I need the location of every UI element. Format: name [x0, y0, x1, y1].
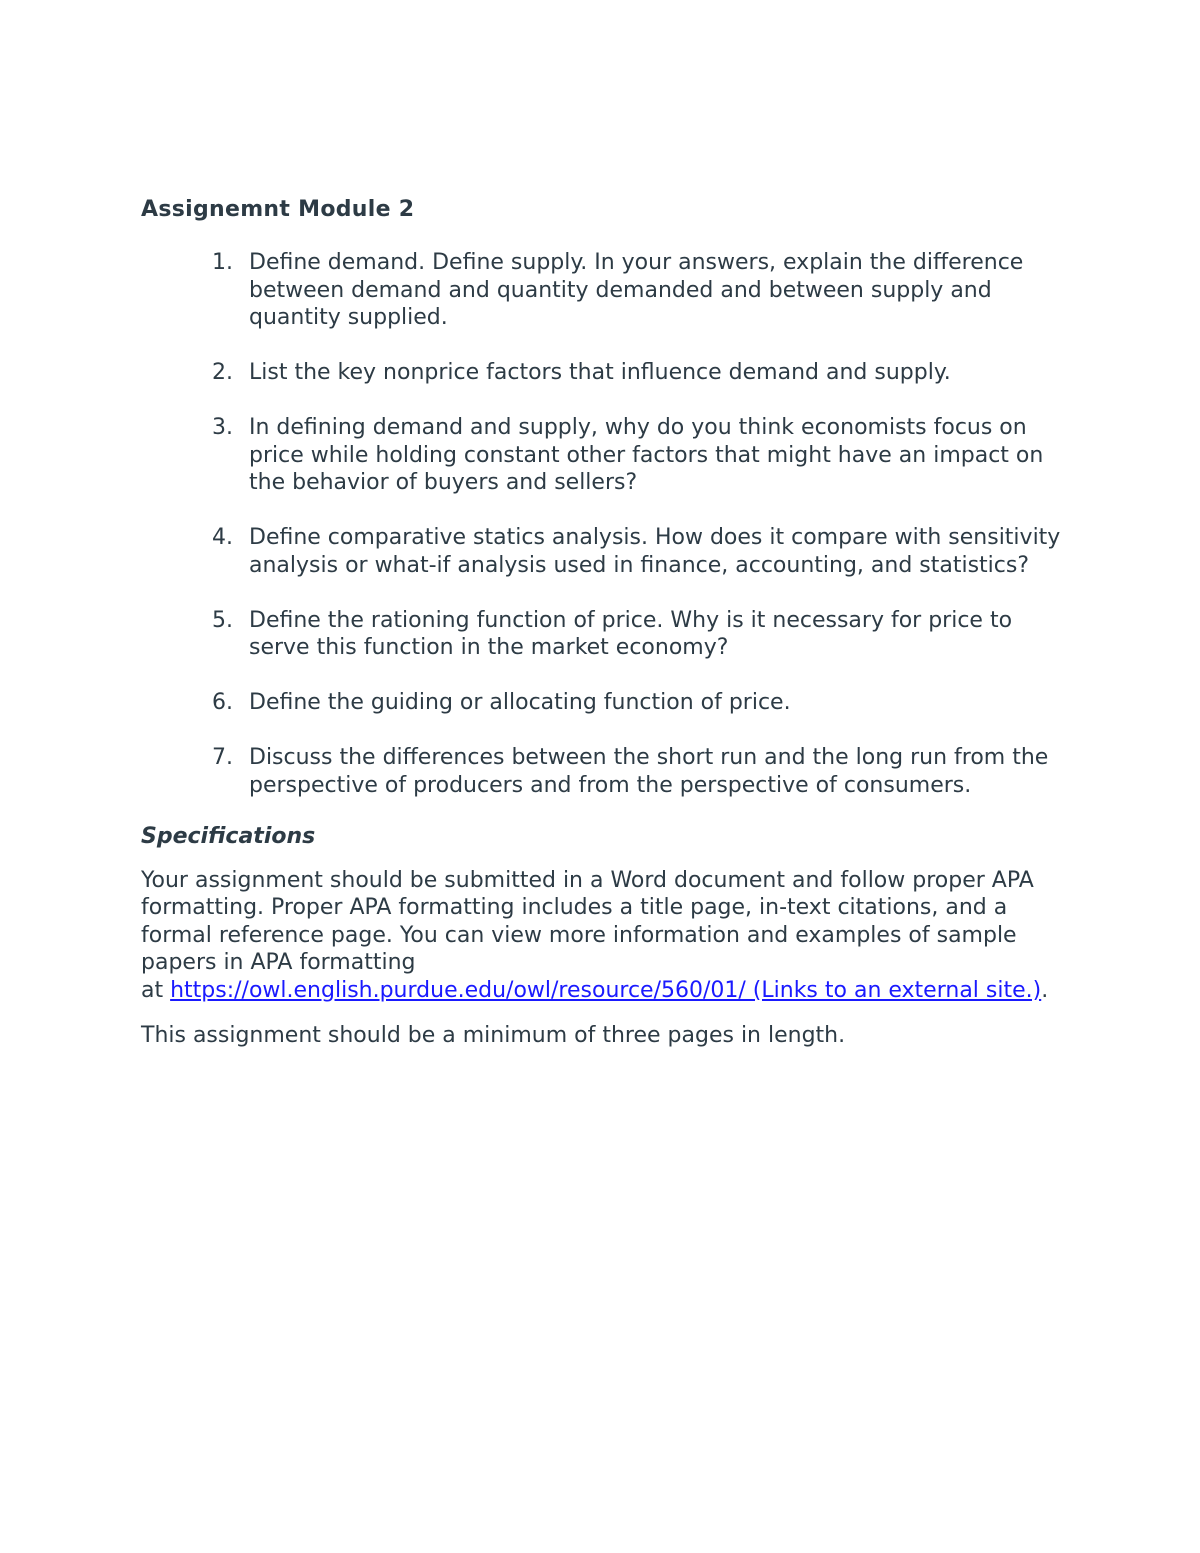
question-number: 5. [212, 607, 233, 633]
question-number: 2. [212, 360, 233, 385]
purdue-owl-link[interactable]: https://owl.english.purdue.edu/owl/resource/560/01/ (Links to an external site.) [170, 977, 1042, 1003]
question-text: Discuss the differences between the short run and the long run from the perspective of producers and from the perspective of consumers. [249, 745, 1049, 798]
specifications-paragraph [141, 867, 1071, 1005]
question-text: Define demand. Define supply. In your answers, explain the difference between demand and quantity demanded and between supply and quantity supplied. [249, 250, 1024, 330]
question-item [141, 689, 1071, 717]
length-requirement: This assignment should be a minimum of three pages in length. [141, 1023, 846, 1048]
question-text: In defining demand and supply, why do you think economists focus on price while holding constant other factors that might have an impact on the behavior of buyers and sellers? [249, 415, 1044, 495]
question-list [141, 249, 1071, 799]
question-number: 6. [212, 690, 233, 715]
question-number: 4. [212, 525, 233, 550]
question-text: Define the rationing function of price. Why is it necessary for price to serve this function in the market economy? [249, 607, 1013, 660]
question-text: Define the guiding or allocating function of price. [249, 690, 791, 715]
question-text: List the key nonprice factors that influence demand and supply. [249, 360, 951, 385]
question-item [141, 414, 1071, 497]
question-text: Define comparative statics analysis. How does it compare with sensitivity analysis or what-if analysis used in finance, accounting, and statistics? [249, 525, 1061, 578]
question-item [141, 249, 1071, 332]
link-prefix: at [141, 977, 171, 1003]
document-title: Assignemnt Module 2 [141, 197, 415, 222]
document-page [141, 194, 1071, 1050]
question-number: 3. [212, 415, 233, 440]
specifications-text: Your assignment should be submitted in a Word document and follow proper APA formatting. Proper APA formatting includes a title page, in-text citations, and a formal reference page. You can view more information and examples of sample papers in APA formatting [141, 867, 1034, 975]
question-item [141, 359, 1071, 387]
link-suffix: . [1041, 977, 1049, 1003]
question-number: 1. [212, 250, 233, 275]
question-item [141, 607, 1071, 662]
question-item [141, 524, 1071, 579]
question-item [141, 744, 1071, 799]
specifications-heading: Specifications [141, 823, 316, 849]
question-number: 7. [212, 745, 233, 770]
